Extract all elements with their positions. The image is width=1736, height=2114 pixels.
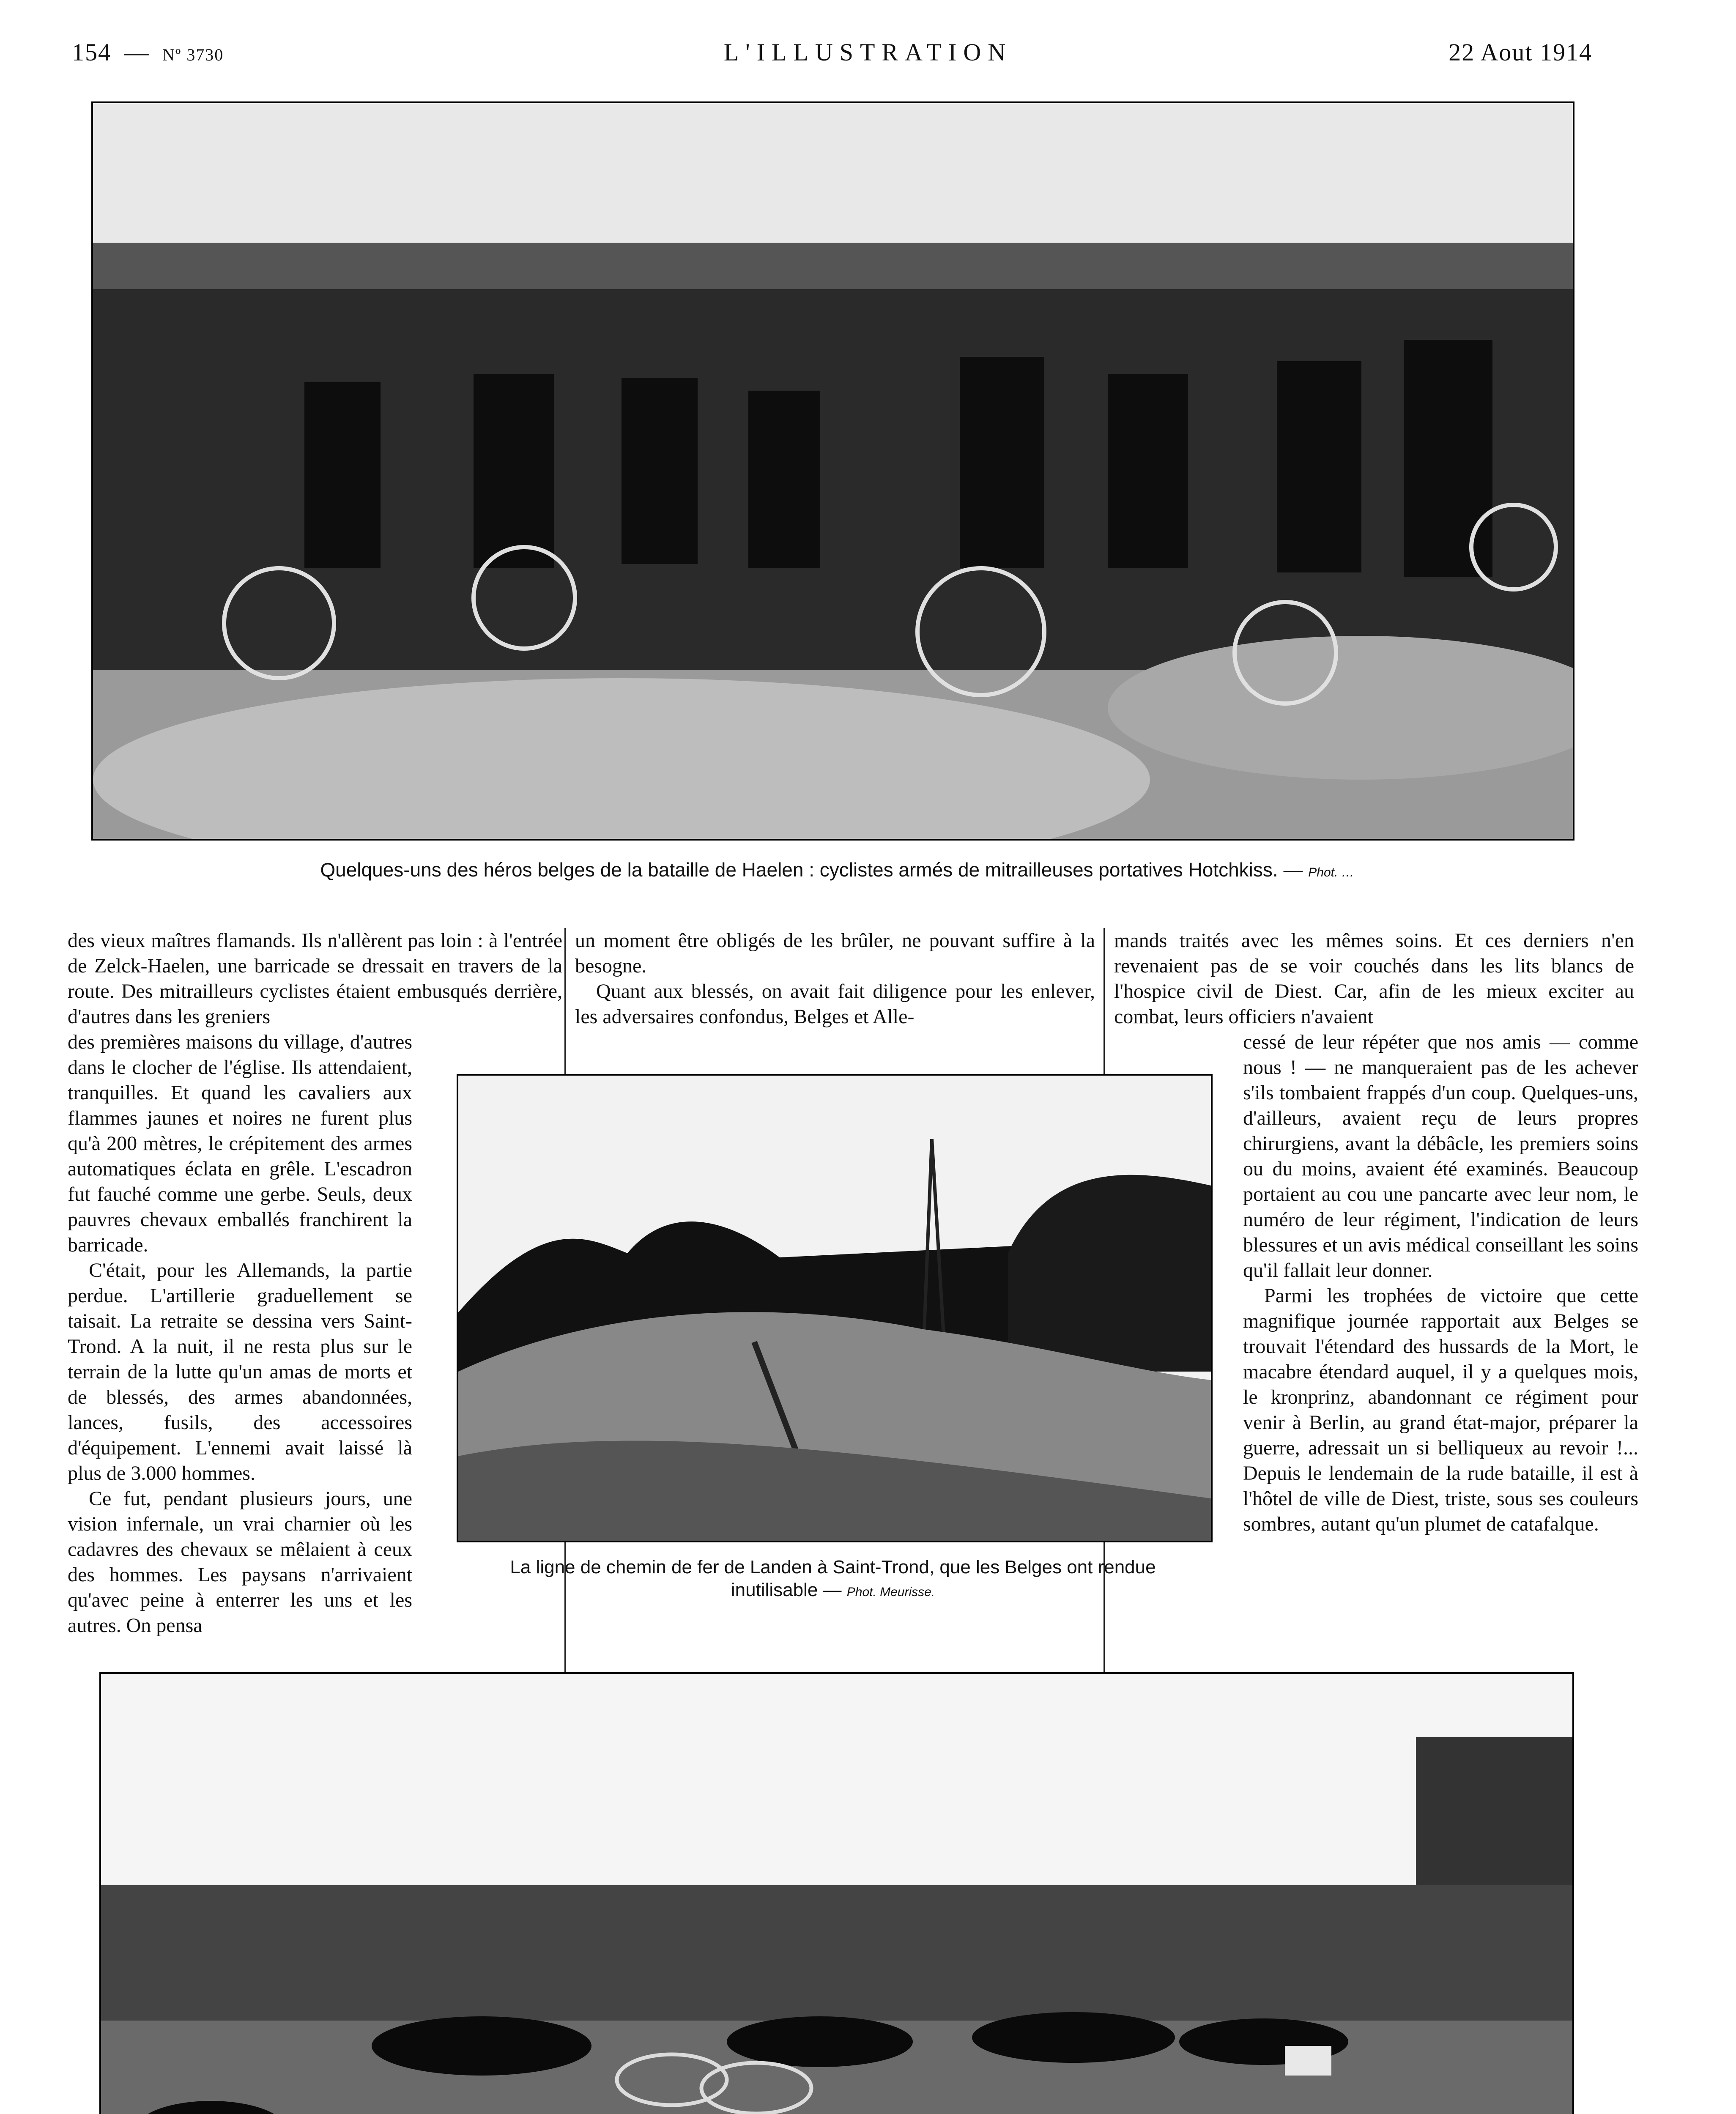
photo-railway-middle xyxy=(457,1074,1213,1542)
caption-top: Quelques-uns des héros belges de la bataille de Haelen : cyclistes armés de mitrailleuses portatives Hotchkiss. — Phot. … xyxy=(320,859,1354,881)
masthead: L'ILLUSTRATION xyxy=(723,38,1013,66)
article-col3-top: mands traités avec les mêmes soins. Et ces derniers n'en revenaient pas de se voir couchés dans les lits blancs de l'hospice civil de Diest. Car, afin de les mieux exciter au combat, leurs officiers n'avaient xyxy=(1114,929,1634,1028)
cyclists-photo-illustration xyxy=(93,103,1573,839)
article-col2: un moment être obligés de les brûler, ne pouvant suffire à la besogne. Quant aux blessés, on avait fait diligence pour les enlever, les adversaires confondus, Belges et Alle- xyxy=(575,929,1095,1028)
issue-date: 22 Aout 1914 xyxy=(1448,38,1592,66)
article-col3-bottom: cessé de leur répéter que nos amis — comme nous ! — ne manqueraient pas de les achever s'ils tombaient frappés d'un coup. Quelques-uns, d'ailleurs, avaient reçu de leurs propres chirurgiens, avant la débâcle, les premiers soins ou du moins, avaient été examinés. Beaucoup portaient au cou une pancarte avec leur nom, le numéro de leur régiment, l'indication de leurs blessures et un avis médical conseillant les soins qu'il fallait leur donner. Parmi les trophées de victoire que cette magnifique journée rapportait aux Belges se trouvait l'étendard des hussards de la Mort, le macabre étendard auquel, il y a quelques mois, le kronprinz, abandonnant ce régiment pour venir à Berlin, au grand état-major, préparer la guerre, adressait un si belliqueux au revoir !... Depuis le lendemain de la rude bataille, il est à l'hôtel de ville de Diest, triste, sous ses couleurs sombres, autant qu'un plumet de catafalque. xyxy=(1243,1031,1638,1535)
railway-photo-illustration xyxy=(458,1076,1211,1541)
article-col1-top: des vieux maîtres flamands. Ils n'allèrent pas loin : à l'entrée de Zelck-Haelen, une barricade se dressait en travers de la route. Des mitrailleurs cyclistes étaient embusqués derrière, d'autres dans les greniers xyxy=(68,929,562,1028)
photo-machine-gunners-bottom xyxy=(99,1672,1574,2114)
photo-cyclists-top xyxy=(91,101,1574,841)
page-number: 154 — Nº 3730 xyxy=(72,38,224,66)
gunners-photo-illustration xyxy=(101,1674,1572,2114)
article-col1-bottom: des premières maisons du village, d'autres dans le clocher de l'église. Ils attendaient, tranquilles. Et quand les cavaliers aux flammes jaunes et noires ne furent plus qu'à 200 mètres, le crépitement des armes automatiques éclata en grêle. L'escadron fut fauché comme une gerbe. Seuls, deux pauvres chevaux emballés franchirent la barricade. C'était, pour les Allemands, la partie perdue. L'artillerie graduellement se taisait. La retraite se dessina vers Saint-Trond. A la nuit, il ne resta plus sur le terrain de la lutte qu'un amas de morts et de blessés, des armes abandonnées, lances, fusils, des accessoires d'équipement. L'ennemi avait laissé là plus de 3.000 hommes. Ce fut, pendant plusieurs jours, une vision infernale, un vrai charnier où les cadavres des chevaux se mêlaient à ceux des hommes. Les paysans n'arrivaient qu'avec peine à enterrer les uns et les autres. On pensa xyxy=(68,1031,412,1637)
caption-middle: La ligne de chemin de fer de Landen à Saint-Trond, que les Belges ont rendue inutilisable — Phot. Meurisse. xyxy=(510,1557,1156,1600)
